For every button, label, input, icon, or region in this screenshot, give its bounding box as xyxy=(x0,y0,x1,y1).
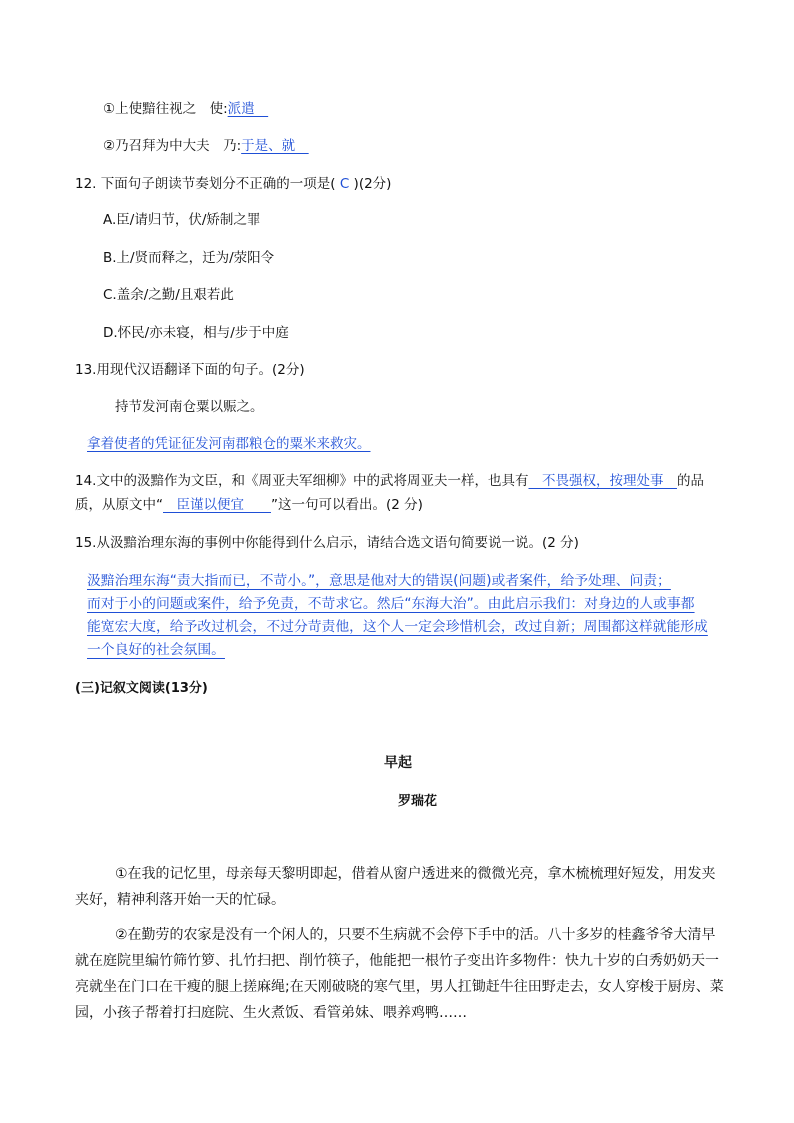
paragraph-2-line-3: 亮就坐在门口在干瘦的腿上搓麻绳;在天刚破晓的寒气里，男人扛锄赶牛往田野走去，女人穿梭于厨房、菜 xyxy=(75,979,724,995)
paragraph-2-line-2: 就在庭院里编竹筛竹箩、扎竹扫把、削竹筷子，他能把一根竹子变出许多物件：快九十岁的白秀奶奶天一 xyxy=(75,953,719,969)
q15-stem: 15.从汲黯治理东海的事例中你能得到什么启示，请结合选文语句简要说一说。(2 分) xyxy=(75,535,579,551)
q13-answer: 拿着使者的凭证征发河南郡粮仓的粟米来救灾。 xyxy=(87,436,371,452)
q12-option-c: C.盖余/之勤/且艰若此 xyxy=(103,287,234,303)
q12-stem xyxy=(75,176,391,192)
q15-answer-line-3: 能宽宏大度，给予改过机会，不过分苛责他，这个人一定会珍惜机会，改过自新；周围都这样就能形成 xyxy=(87,619,708,635)
paragraph-2-line-4: 园，小孩子帮着打扫庭院、生火煮饭、看管弟妹、喂养鸡鸭…… xyxy=(75,1005,467,1021)
paragraph-2-line-1: ②在勤劳的农家是没有一个闲人的，只要不生病就不会停下手中的活。八十多岁的桂鑫爷爷大清早 xyxy=(115,927,716,943)
q14-text-4: ”这一句可以看出。(2 分) xyxy=(271,497,423,513)
q12-stem-score: )(2分) xyxy=(353,176,392,192)
q14-answer-2: 臣谨以便宜 xyxy=(163,497,271,513)
q12-option-a: A.臣/请归节，伏/矫制之罪 xyxy=(103,212,261,228)
q11-item-2-answer: 于是、就 xyxy=(241,138,309,154)
q12-stem-text: 12. 下面句子朗读节奏划分不正确的一项是( xyxy=(75,176,336,192)
q14-line-1 xyxy=(75,473,704,489)
paragraph-1-line-2: 夹好，精神利落开始一天的忙碌。 xyxy=(75,892,285,908)
q11-item-2-prefix: ②乃召拜为中大夫 乃: xyxy=(103,138,242,154)
q11-item-2 xyxy=(103,138,309,154)
q11-item-1-answer: 派遣 xyxy=(227,101,269,117)
q12-option-d: D.怀民/亦未寝，相与/步于中庭 xyxy=(103,325,289,341)
q14-line-2 xyxy=(75,497,423,513)
q11-item-1 xyxy=(103,101,268,117)
article-author: 罗瑞花 xyxy=(398,794,438,809)
q12-option-b: B.上/贤而释之，迁为/荥阳令 xyxy=(103,250,275,266)
paragraph-2 xyxy=(75,922,723,1026)
q15-answer-line-4: 一个良好的社会氛围。 xyxy=(87,642,225,658)
q13-sentence: 持节发河南仓粟以赈之。 xyxy=(115,399,264,415)
q14-text-3: 质，从原文中“ xyxy=(75,497,163,513)
paragraph-1-line-1: ①在我的记忆里，母亲每天黎明即起，借着从窗户透进来的微微光亮，拿木梳梳理好短发，用发夹 xyxy=(115,866,716,882)
q11-item-1-prefix: ①上使黯往视之 使: xyxy=(103,101,228,117)
q14-answer-1: 不畏强权，按理处事 xyxy=(528,473,677,489)
q14-text-1: 14.文中的汲黯作为文臣，和《周亚夫军细柳》中的武将周亚夫一样，也具有 xyxy=(75,473,529,489)
paragraph-1 xyxy=(75,861,723,913)
q15-answer-line-2: 而对于小的问题或案件，给予免责，不苛求它。然后“东海大治”。由此启示我们：对身边的人或事都 xyxy=(87,596,695,612)
q12-answer: C xyxy=(335,176,354,192)
section-heading: (三)记叙文阅读(13分) xyxy=(75,681,208,696)
article-title: 早起 xyxy=(384,755,412,771)
q14-text-2: 的品 xyxy=(676,473,704,489)
q15-answer-line-1: 汲黯治理东海“责大指而已，不苛小。”，意思是他对大的错误(问题)或者案件，给予处理、问责； xyxy=(87,573,671,589)
q13-stem: 13.用现代汉语翻译下面的句子。(2分) xyxy=(75,362,305,378)
